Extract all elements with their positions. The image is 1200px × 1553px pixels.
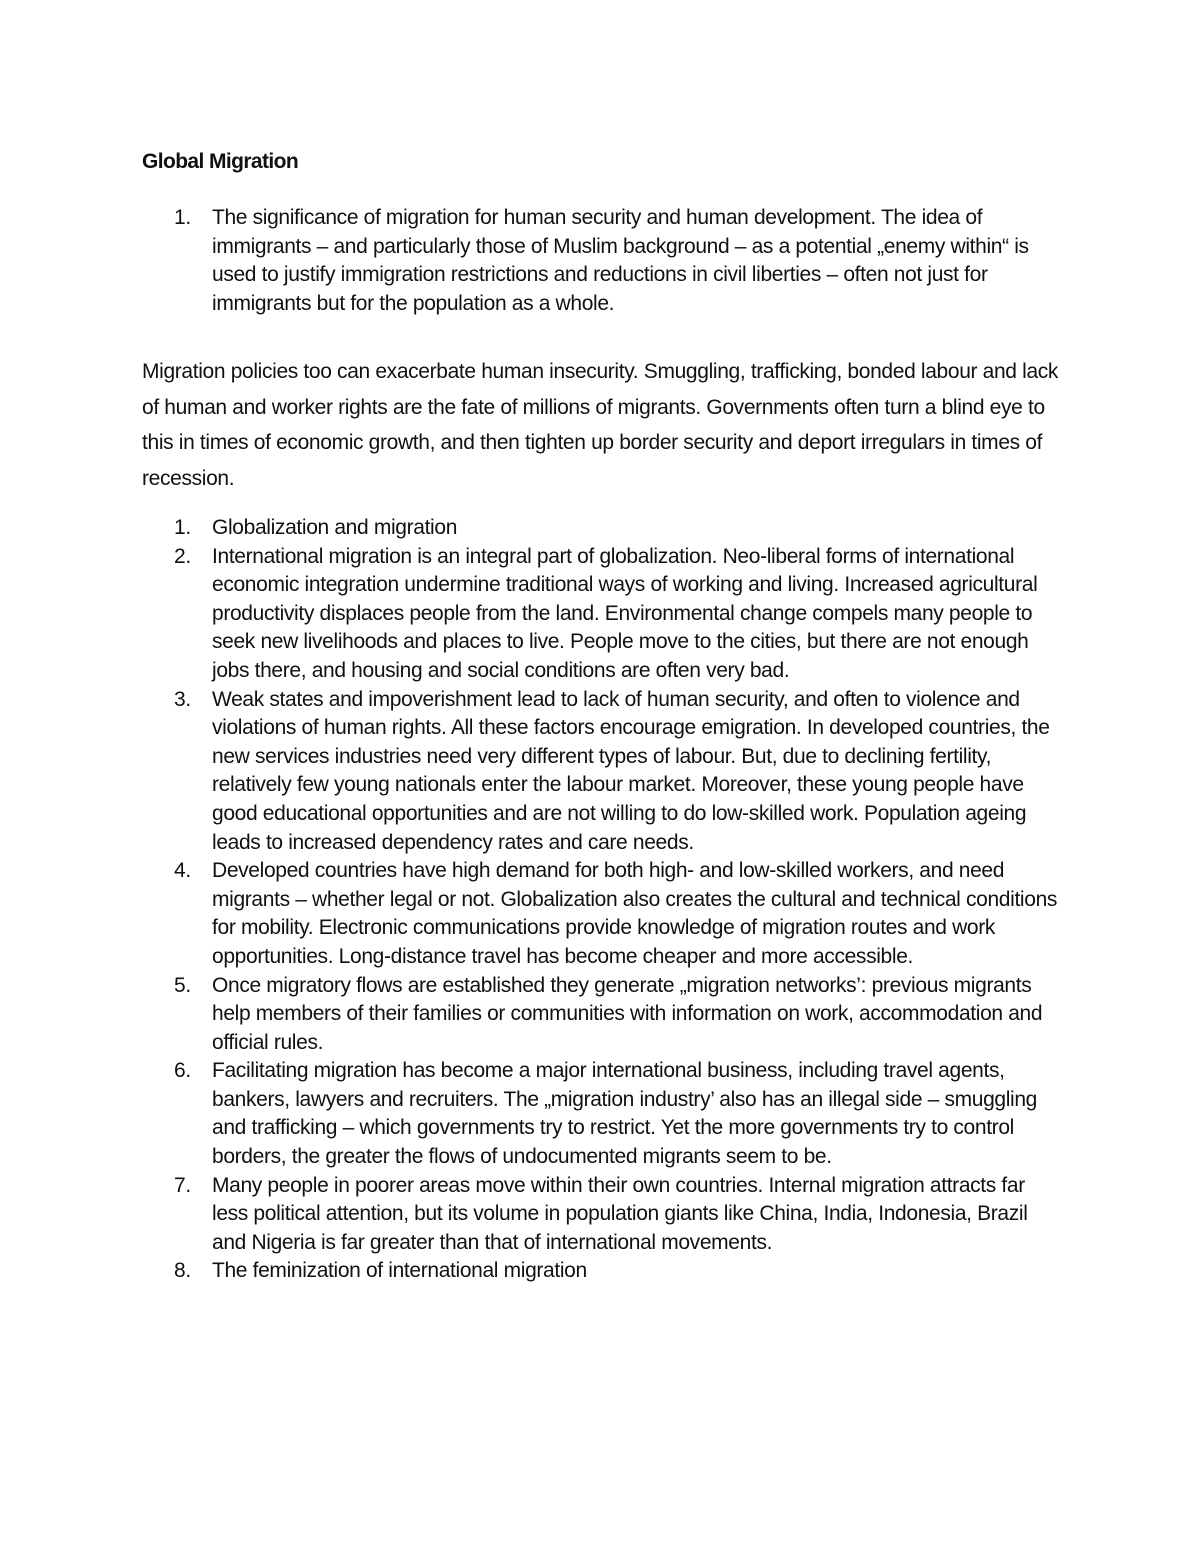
list-item-text: The feminization of international migration xyxy=(212,1259,587,1283)
list-item-number: 4. xyxy=(174,859,191,883)
document-title: Global Migration xyxy=(142,150,299,173)
list-item-text: International migration is an integral part of globalization. Neo-liberal forms of international economic integration undermine traditional ways of working and living. Increased agricultural productivity displaces people from the land. Environmental change compels many people to seek new livelihoods and places to live. People move to the cities, but there are not enough jobs there, and housing and social conditions are often very bad. xyxy=(212,544,1038,682)
list-item-text: Facilitating migration has become a major international business, including travel agents, bankers, lawyers and recruiters. The „migration industry’ also has an illegal side – smuggling and trafficking – which governments try to restrict. Yet the more governments try to control borders, the greater the flows of undocumented migrants seem to be. xyxy=(212,1059,1038,1169)
topics-list xyxy=(142,514,1062,1286)
body-paragraph: Migration policies too can exacerbate human insecurity. Smuggling, trafficking, bonded labour and lack of human and worker rights are the fate of millions of migrants. Governments often turn a blind eye to this in times of economic growth, and then tighten up border security and deport irregulars in times of recession. xyxy=(142,360,1059,490)
intro-list xyxy=(142,204,1062,318)
list-item xyxy=(142,972,1062,1058)
list-item-text: Globalization and migration xyxy=(212,516,458,539)
list-item xyxy=(142,1057,1062,1171)
list-item-text: Weak states and impoverishment lead to lack of human security, and often to violence and violations of human rights. All these factors encourage emigration. In developed countries, the new services industries need very different types of labour. But, due to declining fertility, relatively few young nationals enter the labour market. Moreover, these young people have good educational opportunities and are not willing to do low-skilled work. Population ageing leads to increased dependency rates and care needs. xyxy=(212,687,1050,854)
list-item-number: 8. xyxy=(174,1259,191,1283)
list-item-number: 1. xyxy=(174,206,191,229)
list-item-text: The significance of migration for human security and human development. The idea of immigrants – and particularly those of Muslim background – as a potential „enemy within“ is used to justify immigration restrictions and reductions in civil liberties – often not just for immigrants but for the population as a whole. xyxy=(212,206,1029,315)
list-item xyxy=(142,857,1062,971)
list-item xyxy=(142,1257,1062,1286)
list-item-number: 2. xyxy=(174,544,191,568)
list-item-text: Once migratory flows are established they generate „migration networks’: previous migrants help members of their families or communities with information on work, accommodation and official rules. xyxy=(212,973,1043,1054)
list-item-number: 6. xyxy=(174,1059,191,1083)
list-item-number: 5. xyxy=(174,973,191,997)
list-item xyxy=(142,686,1062,858)
list-item-number: 7. xyxy=(174,1173,191,1197)
list-item-text: Many people in poorer areas move within their own countries. Internal migration attracts far less political attention, but its volume in population giants like China, India, Indonesia, Brazil and Nigeria is far greater than that of international movements. xyxy=(212,1173,1028,1254)
list-item-number: 3. xyxy=(174,687,191,711)
list-item-text: Developed countries have high demand for both high- and low-skilled workers, and need migrants – whether legal or not. Globalization also creates the cultural and technical conditions for mobility. Electronic communications provide knowledge of migration routes and work opportunities. Long-distance travel has become cheaper and more accessible. xyxy=(212,859,1058,968)
list-item xyxy=(142,543,1062,686)
list-item xyxy=(142,204,1062,318)
list-item-number: 1. xyxy=(174,516,191,539)
list-item xyxy=(142,514,1062,543)
list-item xyxy=(142,1172,1062,1258)
